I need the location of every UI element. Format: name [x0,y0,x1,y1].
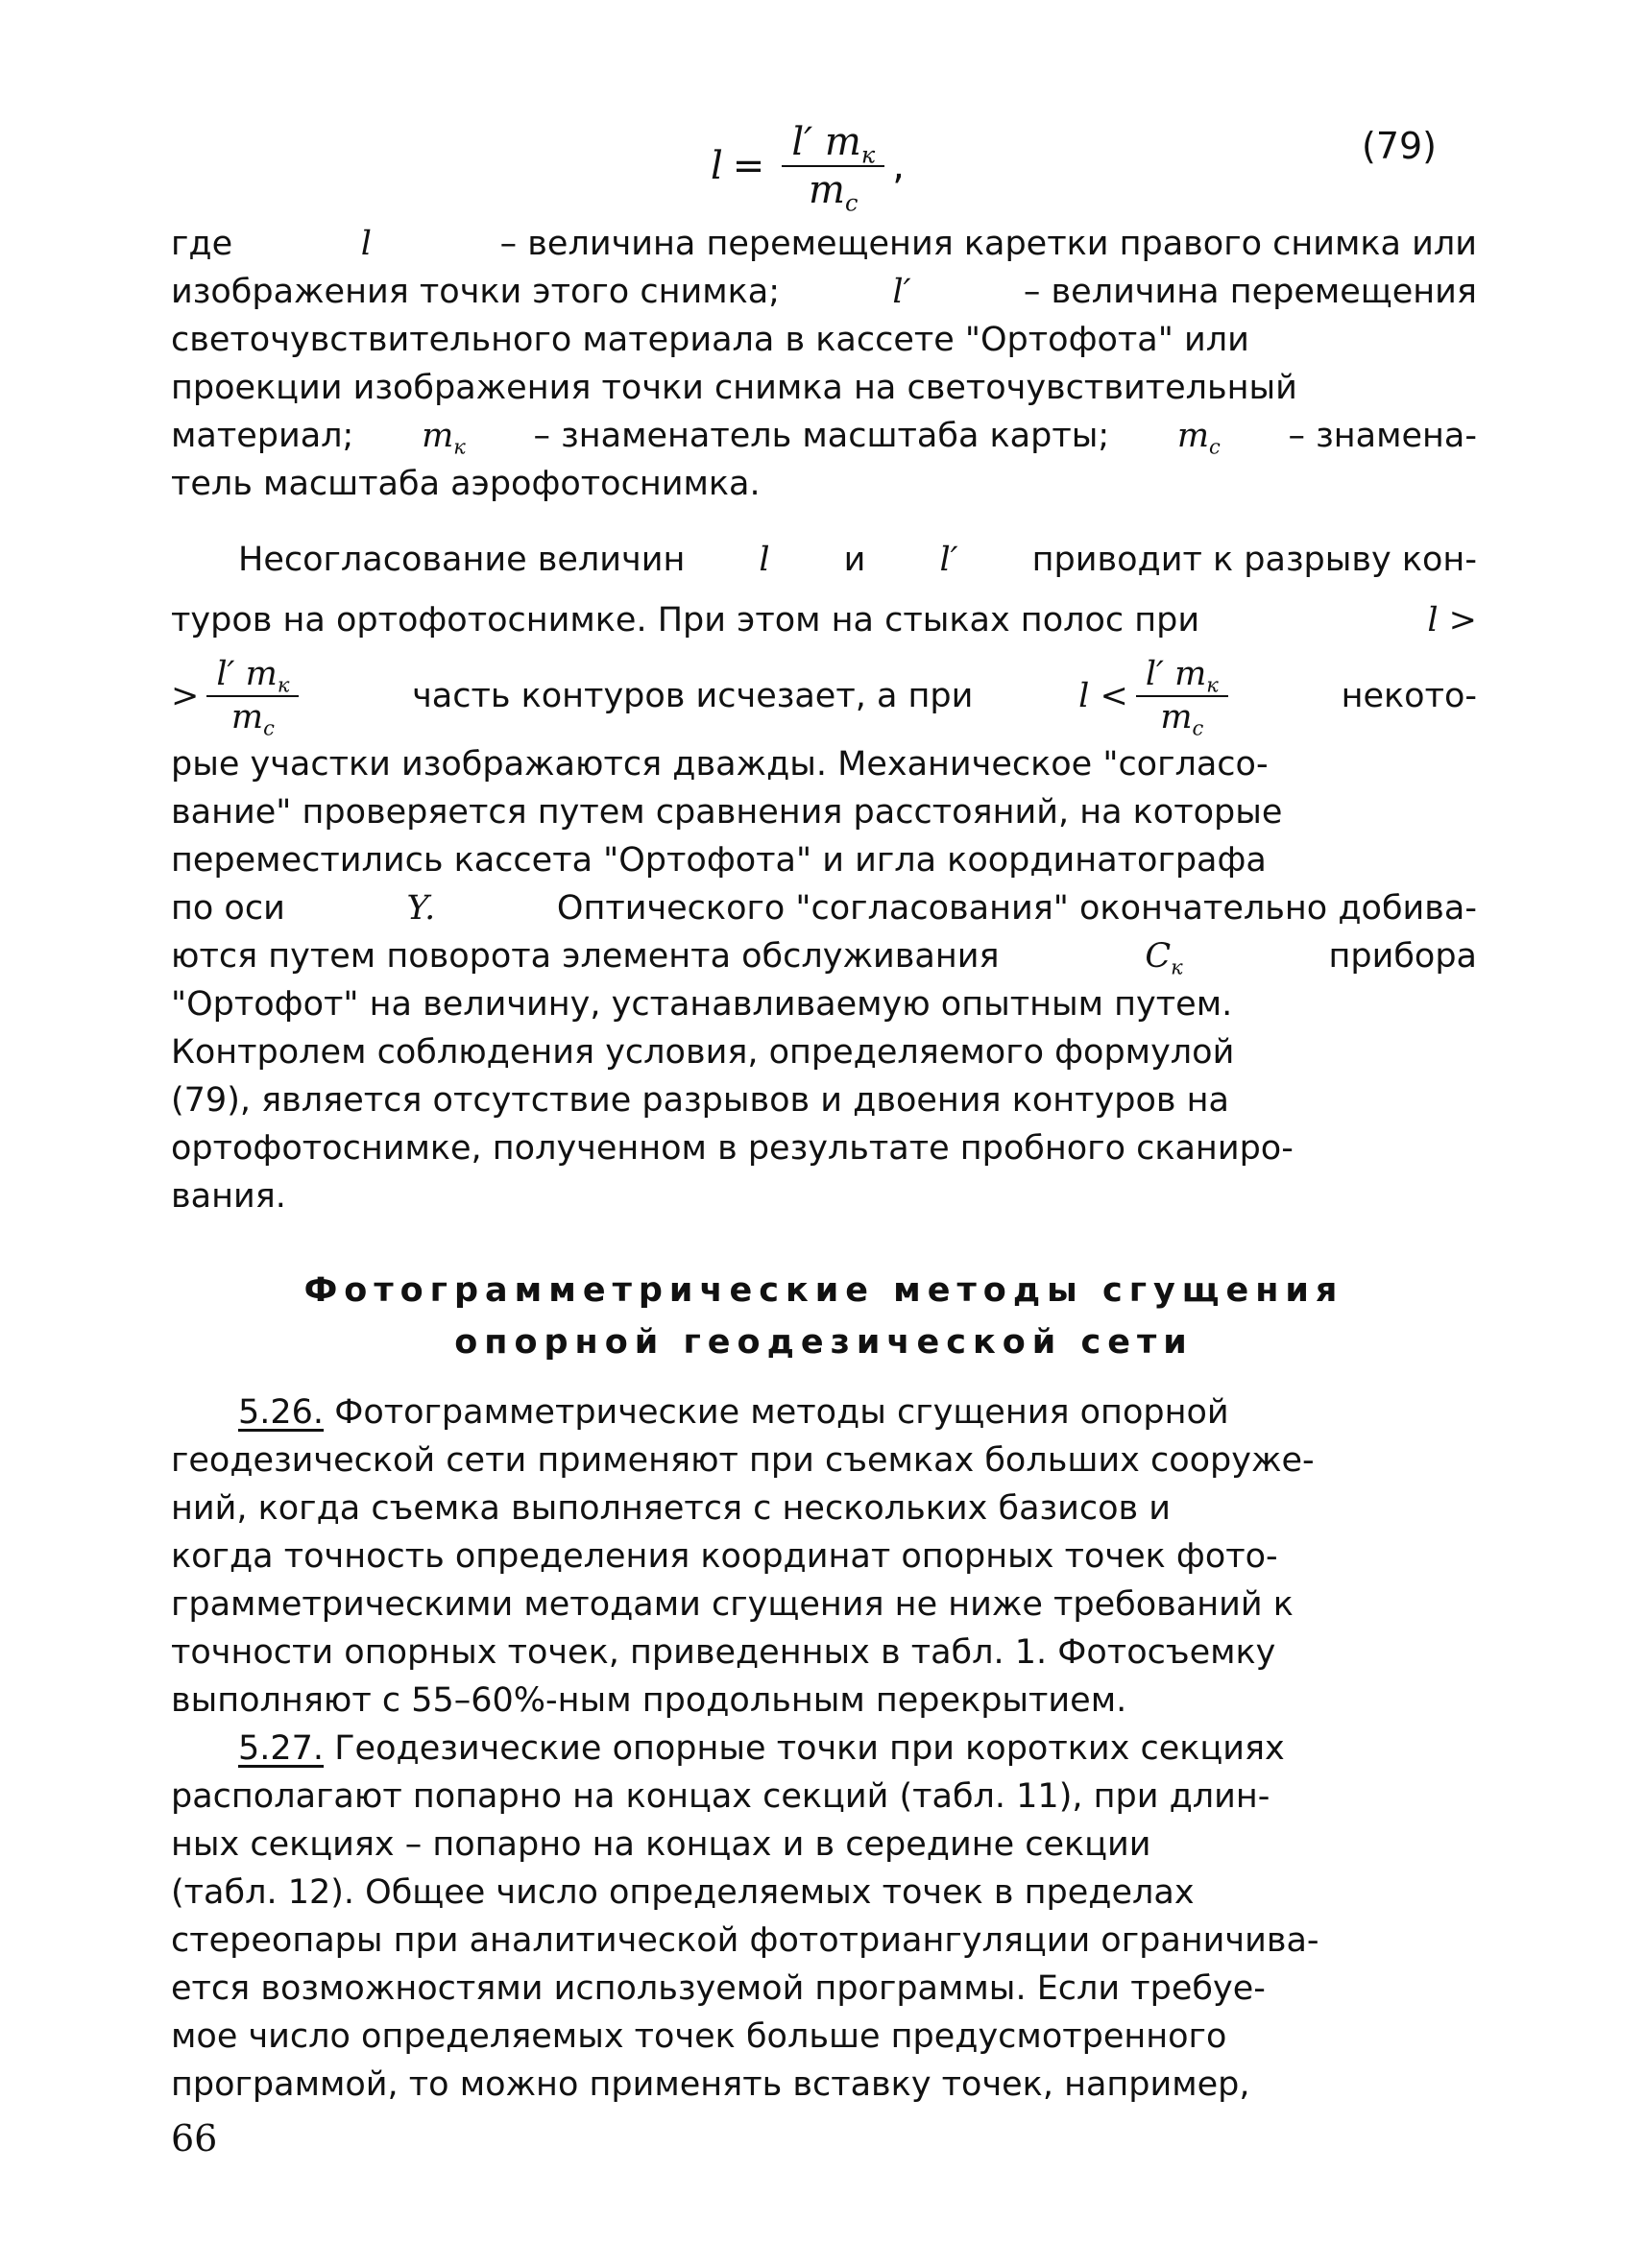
text-line: ется возможностями используемой программы. Если требуе- [171,1969,1266,2008]
text-line: проекции изображения точки снимка на светочувствительный [171,369,1297,407]
equation-equals: = [732,144,765,188]
equation-fraction [782,120,884,217]
text-line: туров на ортофотоснимке. При этом на стыках полос при l > [171,601,1477,639]
fraction-l-mk-mc: $\frac{l' m_к}{m_c}$ [206,658,299,735]
text-line: ортофотоснимке, полученном в результате пробного сканиро- [171,1129,1294,1168]
text-line: геодезической сети применяют при съемках больших сооруже- [171,1441,1315,1480]
text-line: ных секциях – попарно на концах и в середине секции [171,1825,1151,1864]
text-line: когда точность определения координат опорных точек фото- [171,1537,1278,1576]
section-heading-line2: опорной геодезической сети [454,1323,1194,1362]
equation-79 [711,104,905,229]
text-line: 5.26. Фотограмметрические методы сгущения опорной [238,1393,1229,1432]
text-line: где l – величина перемещения каретки правого снимка или [171,225,1477,263]
equation-lhs: l [711,144,723,188]
text-line: Несогласование величин l и l′ приводит к разрыву кон- [238,541,1477,579]
text-line: изображения точки этого снимка; l′ – величина перемещения [171,273,1477,311]
text-line: выполняют с 55–60%-ным продольным перекрытием. [171,1681,1127,1720]
text-line: вание" проверяется путем сравнения расстояний, на которые [171,793,1283,832]
text-line: "Ортофот" на величину, устанавливаемую опытным путем. [171,985,1233,1024]
text-line: тель масштаба аэрофотоснимка. [171,465,761,503]
clause-number-5-26: 5.26. [238,1393,325,1432]
text-line: точности опорных точек, приведенных в табл. 1. Фотосъемку [171,1633,1276,1672]
equation-numerator: l′ $m_к$ [782,123,884,167]
text-line: располагают попарно на концах секций (табл. 11), при длин- [171,1777,1270,1816]
text-line: (табл. 12). Общее число определяемых точек в пределах [171,1873,1195,1912]
text-line-with-fractions: > $\frac{l' m_к}{m_c}$ часть контуров исчезает, а при l < $\frac{l' m_к}{m_c}$ некото- [171,655,1477,740]
text-line: ний, когда съемка выполняется с нескольких базисов и [171,1489,1172,1528]
text-line: стереопары при аналитической фототриангуляции ограничива- [171,1921,1319,1960]
text-line: мое число определяемых точек больше предусмотренного [171,2017,1227,2056]
text-line: по оси Y. Оптического "согласования" окончательно добива- [171,889,1477,928]
text-line: Контролем соблюдения условия, определяемого формулой [171,1033,1235,1072]
equation-number: (79) [1362,125,1438,167]
text-line: программой, то можно применять вставку точек, например, [171,2065,1250,2104]
fraction-l-mk-mc: $\frac{l' m_к}{m_c}$ [1136,658,1228,735]
text-line: ются путем поворота элемента обслуживания $C_к$ прибора [171,937,1477,979]
text-line: переместились кассета "Ортофота" и игла координатографа [171,841,1267,880]
equation-denominator: $m_c$ [809,168,859,217]
text-line: вания. [171,1177,286,1216]
text-line: грамметрическими методами сгущения не ниже требований к [171,1585,1294,1624]
text-line: материал; $m_к$ – знаменатель масштаба карты; $m_c$ – знамена- [171,417,1477,459]
section-heading-line1: Фотограмметрические методы сгущения [303,1271,1344,1310]
text-line: рые участки изображаются дважды. Механическое "согласо- [171,745,1269,784]
text-line: 5.27. Геодезические опорные точки при коротких секциях [238,1729,1285,1768]
text-line: (79), является отсутствие разрывов и двоения контуров на [171,1081,1229,1120]
text-line: светочувствительного материала в кассете "Ортофота" или [171,321,1249,359]
clause-number-5-27: 5.27. [238,1729,325,1768]
equation-comma: , [892,144,905,188]
page-number: 66 [171,2117,218,2159]
